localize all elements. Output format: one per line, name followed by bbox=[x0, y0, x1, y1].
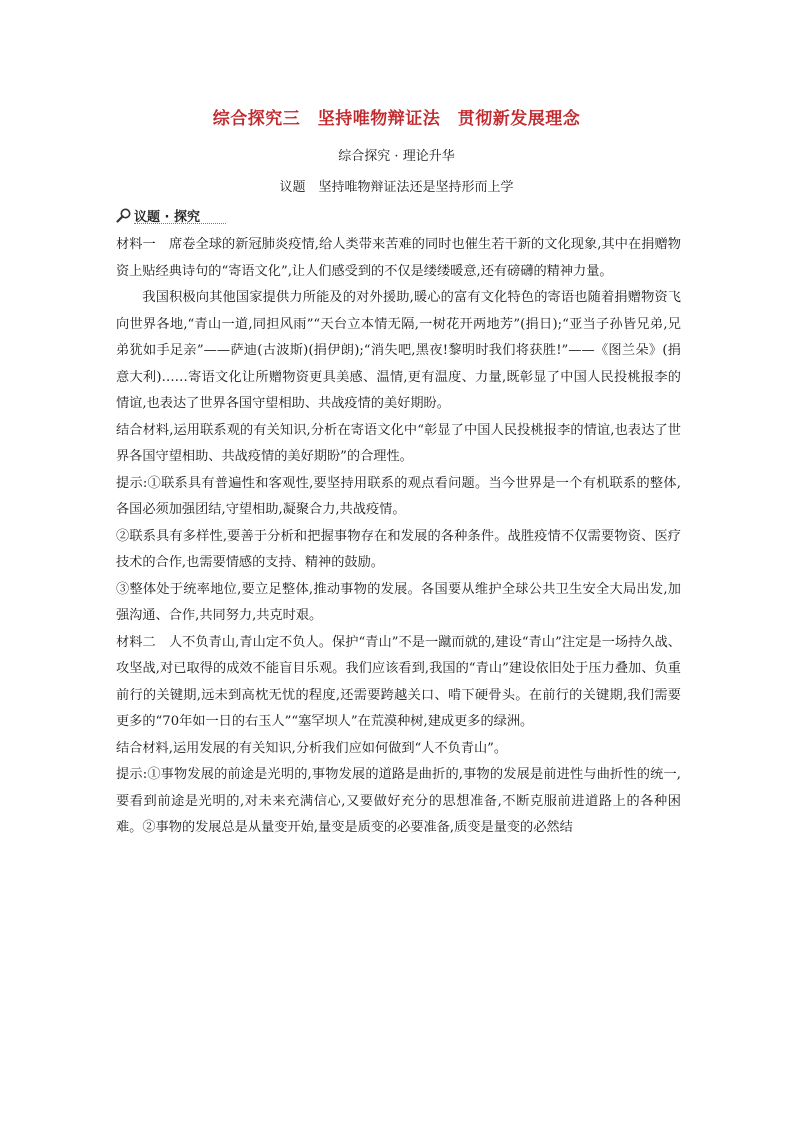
topic-heading: 议题 坚持唯物辩证法还是坚持形而上学 bbox=[279, 180, 514, 195]
question-one: 结合材料,运用联系观的有关知识,分析在寄语文化中“彰显了中国人民投桃报李的情谊,也表达了世界各国守望相助、共战疫情的美好期盼”的合理性。 bbox=[116, 422, 681, 464]
material-one-paragraph: 材料一 席卷全球的新冠肺炎疫情,给人类带来苦难的同时也催生若干新的文化现象,其中在捐赠物资上贴经典诗句的“寄语文化”,让人们感受到的不仅是缕缕暖意,还有磅礴的精神力量。 bbox=[116, 237, 681, 279]
section-badge bbox=[116, 206, 226, 224]
material-one-detail-paragraph: 我国积极向其他国家提供力所能及的对外援助,暖心的富有文化特色的寄语也随着捐赠物资飞向世界各地,“青山一道,同担风雨”“天台立本情无隔,一树花开两地芳”(捐日);“亚当子孙皆兄弟,兄弟犹如手足亲”——萨迪(古波斯)(捐伊朗);“消失吧,黑夜!黎明时我们将获胜!”——《图兰朵》(捐意大利)……寄语文化让所赠物资更具美感、温情,更有温度、力量,既彰显了中国人民投桃报李的情谊,也表达了世界各国守望相助、共战疫情的美好期盼。 bbox=[116, 290, 681, 411]
hint-two: 提示:①事物发展的前途是光明的,事物发展的道路是曲折的,事物的发展是前进性与曲折性的统一,要看到前途是光明的,对未来充满信心,又要做好充分的思想准备,不断克服前进道路上的各种困难。②事物的发展总是从量变开始,量变是质变的必要准备,质变是量变的必然结 bbox=[116, 767, 681, 835]
badge-label: 议题 · 探究 bbox=[134, 210, 200, 225]
section-subtitle: 综合探究 · 理论升华 bbox=[338, 149, 455, 164]
hint-one-point-one: 提示:①联系具有普遍性和客观性,要坚持用联系的观点看问题。当今世界是一个有机联系的整体,各国必须加强团结,守望相助,凝聚合力,共战疫情。 bbox=[116, 475, 681, 517]
material-two-paragraph: 材料二 人不负青山,青山定不负人。保护“青山”不是一蹴而就的,建设“青山”注定是一场持久战、攻坚战,对已取得的成效不能盲目乐观。我们应该看到,我国的“青山”建设依旧处于压力叠加、负重前行的关键期,远未到高枕无忧的程度,还需要跨越关口、啃下硬骨头。在前行的关键期,我们需要更多的“70年如一日的右玉人”“塞罕坝人”在荒漠种树,建成更多的绿洲。 bbox=[116, 634, 681, 729]
magnifier-icon bbox=[116, 207, 132, 223]
hint-one-point-two: ②联系具有多样性,要善于分析和把握事物存在和发展的各种条件。战胜疫情不仅需要物资、医疗技术的合作,也需要情感的支持、精神的鼓励。 bbox=[116, 528, 681, 570]
hint-one-point-three: ③整体处于统率地位,要立足整体,推动事物的发展。各国要从维护全球公共卫生安全大局出发,加强沟通、合作,共同努力,共克时艰。 bbox=[116, 581, 681, 623]
question-two: 结合材料,运用发展的有关知识,分析我们应如何做到“人不负青山”。 bbox=[116, 740, 508, 756]
page-title: 综合探究三 坚持唯物辩证法 贯彻新发展理念 bbox=[212, 109, 581, 129]
badge-underline bbox=[134, 223, 226, 224]
document-body bbox=[116, 232, 681, 842]
